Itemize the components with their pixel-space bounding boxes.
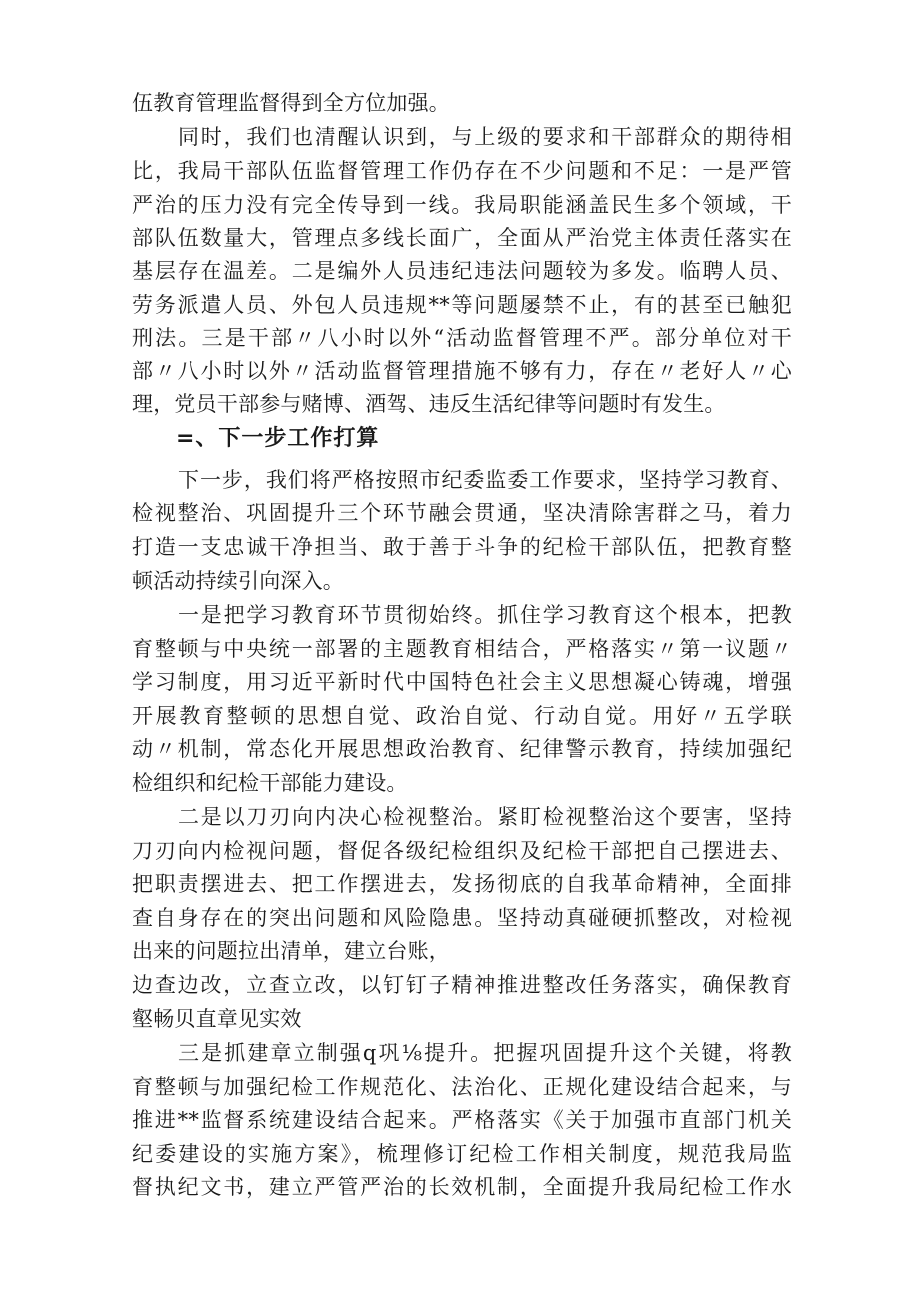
paragraph-line: 育整顿与中央统一部署的主题教育相结合，严格落实〃第一议题〃 [132,637,792,661]
paragraph-line: 检视整治、巩固提升三个环节融会贯通，坚决清除害群之马，着力 [132,501,792,525]
paragraph-line: 纪委建设的实施方案》，梳理修订纪检工作相关制度，规范我局监 [132,1142,792,1166]
paragraph-line: 同时，我们也清醒认识到，与上级的要求和干部群众的期待相 [178,125,792,149]
paragraph-line: 二是以刀刃向内决心检视整治。紧盯检视整治这个要害，坚持 [178,805,792,829]
paragraph-line: 伍教育管理监督得到全方位加强。 [132,91,450,115]
paragraph-line: 顿活动持续引向深入。 [132,569,344,593]
paragraph-line: 推进**监督系统建设结合起来。严格落实《关于加强市直部门机关 [132,1108,792,1132]
paragraph-line: 督执纪文书，建立严管严治的长效机制，全面提升我局纪检工作水 [132,1175,792,1199]
paragraph-line: 比，我局干部队伍监督管理工作仍存在不少问题和不足：一是严管 [132,159,792,183]
paragraph-line: 部队伍数量大，管理点多线长面广，全面从严治党主体责任落实在 [132,226,792,250]
paragraph-line: 开展教育整顿的思想自觉、政治自觉、行动自觉。用好〃五学联 [132,704,792,728]
paragraph-line: 打造一支忠诚干净担当、敢于善于斗争的纪检干部队伍，把教育整 [132,535,792,559]
paragraph-line: 严治的压力没有完全传导到一线。我局职能涵盖民生多个领域，干 [132,193,792,217]
section-heading: =、下一步工作打算 [176,426,380,451]
paragraph-line: 出来的问题拉出清单，建立台账， [132,939,450,963]
paragraph-line: 育整顿与加强纪检工作规范化、法治化、正规化建设结合起来，与 [132,1075,792,1099]
paragraph-line: 查自身存在的突出问题和风险隐患。坚持动真碰硬抓整改，对检视 [132,906,792,930]
paragraph-line: 基层存在温差。二是编外人员违纪违法问题较为多发。临聘人员、 [132,259,792,283]
paragraph-line: 学习制度，用习近平新时代中国特色社会主义思想凝心铸魂，增强 [132,670,792,694]
paragraph-line: 三是抓建章立制强q巩⅛提升。把握巩固提升这个关键，将教 [178,1041,792,1065]
paragraph-line: 一是把学习教育环节贯彻始终。抓住学习教育这个根本，把教 [178,603,792,627]
paragraph-line: 理，党员干部参与赌博、酒驾、违反生活纪律等问题时有发生。 [132,392,726,416]
paragraph-line: 刀刃向内检视问题，督促各级纪检组织及纪检干部把自己摆进去、 [132,839,792,863]
paragraph-line: 部〃八小时以外〃活动监督管理措施不够有力，存在〃老好人〃心 [132,359,792,383]
paragraph-line: 边查边改，立查立改，以钉钉子精神推进整改任务落实，确保教育 [132,973,792,997]
paragraph-line: 动〃机制，常态化开展思想政治教育、纪律警示教育，持续加强纪 [132,737,792,761]
paragraph-line: 刑法。三是干部〃八小时以外“活动监督管理不严。部分单位对干 [132,326,792,350]
paragraph-line: 下一步，我们将严格按照市纪委监委工作要求，坚持学习教育、 [178,468,792,492]
paragraph-line: 壑畅贝直章见实效 [132,1007,302,1031]
paragraph-line: 把职责摆进去、把工作摆进去，发扬彻底的自我革命精神，全面排 [132,872,792,896]
paragraph-line: 劳务派遣人员、外包人员违规**等问题屡禁不止，有的甚至已触犯 [132,293,792,317]
paragraph-line: 检组织和纪检干部能力建设。 [132,771,408,795]
